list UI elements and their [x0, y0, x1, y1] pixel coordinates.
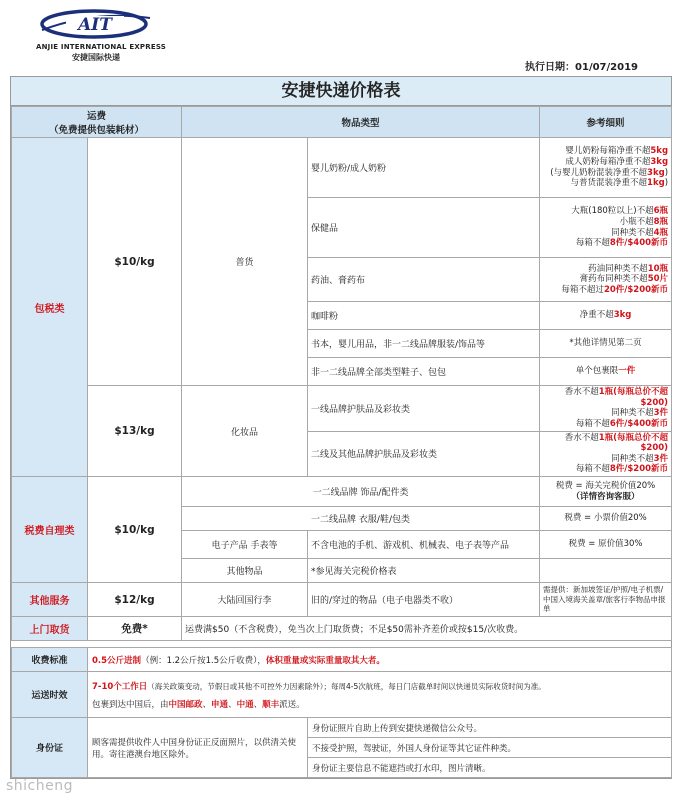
time-text: 7-10个工作日（海关政策变动，节假日或其他不可控外力因素除外）；每周4-5次航班，每日门店截单时间以快递员实际收货时间为准。 包裹到达中国后，由中国邮政、申通、中通、顺丰派送。 — [88, 672, 672, 718]
detail-line: 婴儿奶粉每箱净重不超5kg — [565, 146, 669, 157]
page-header — [0, 0, 680, 76]
category-pickup: 上门取货 — [12, 617, 88, 641]
price-table — [11, 106, 672, 641]
detail-cell: 需提供：新加坡签证/护照/电子机票/中国入境海关盖章/旅客行李物品申报单 — [540, 583, 672, 617]
table-row — [12, 718, 672, 738]
detail-line: 香水不超1瓶(每瓶总价不超$200) — [564, 432, 669, 454]
detail-line: 同种类不超4瓶 — [611, 227, 669, 238]
table-row — [12, 477, 672, 507]
company-name-cn: 安捷国际快递 — [72, 53, 120, 62]
detail-line: *其他详情见第二页 — [569, 338, 642, 349]
detail-header: 参考细则 — [540, 107, 672, 138]
charge-text: 0.5公斤进制（例：1.2公斤按1.5公斤收费），体积重量或实际重量取其大者。 — [88, 648, 672, 672]
id-rule: 身份证主要信息不能遮挡或打水印，图片清晰。 — [308, 758, 672, 778]
price-sheet — [10, 76, 672, 779]
detail-cell — [540, 358, 672, 386]
logo-mark-text: AIT — [78, 15, 112, 35]
page-title: 安捷快递价格表 — [11, 77, 671, 106]
terms-table — [11, 647, 672, 778]
item-cell: 不含电池的手机、游戏机、机械表、电子表等产品 — [308, 531, 540, 559]
price-tax-self: $10/kg — [88, 477, 182, 583]
detail-line: 成人奶粉每箱净重不超3kg — [565, 156, 669, 167]
subcategory-cell: 其他物品 — [182, 559, 308, 583]
detail-line: 小瓶不超8瓶 — [619, 216, 669, 227]
detail-cell — [540, 330, 672, 358]
detail-line: 膏药布同种类不超50片 — [579, 274, 669, 285]
category-general: 普货 — [182, 138, 308, 386]
detail-cell — [540, 559, 672, 583]
item-cell: 咖啡粉 — [308, 302, 540, 330]
detail-cell: 税费 = 小票价值20% — [540, 507, 672, 531]
id-requirement: 顾客需提供收件人中国身份证正反面照片，以供清关使用。寄往港澳台地区除外。 — [88, 718, 308, 778]
table-header-row — [12, 107, 672, 138]
charge-label: 收费标准 — [12, 648, 88, 672]
watermark: shicheng — [6, 778, 73, 794]
detail-line: (与婴儿奶粉混装净重不超3kg) — [550, 167, 669, 178]
table-row — [12, 138, 672, 198]
subcategory-cell: 电子产品 手表等 — [182, 531, 308, 559]
detail-line: 每箱不超8件/$200新币 — [575, 464, 669, 475]
detail-line: 每箱不超8件/$400新币 — [575, 238, 669, 249]
detail-cell: 税费 = 海关完税价值20% （详情咨询客服） — [540, 477, 672, 507]
item-cell: 婴儿奶粉/成人奶粉 — [308, 138, 540, 198]
detail-cell — [540, 302, 672, 330]
pickup-description: 运费满$50（不含税费），免当次上门取货费；不足$50需补齐差价或按$15/次收费。 — [182, 617, 672, 641]
execution-date: 执行日期：01/07/2019 — [525, 62, 638, 73]
company-name-en: ANJIE INTERNATIONAL EXPRESS — [36, 43, 166, 51]
fee-header: 运费 （免费提供包装耗材） — [12, 107, 182, 138]
category-cosmetics: 化妆品 — [182, 386, 308, 477]
id-label: 身份证 — [12, 718, 88, 778]
detail-cell — [540, 386, 672, 432]
item-cell: 二线及其他品牌护肤品及彩妆类 — [308, 431, 540, 477]
item-cell: 书本，婴儿用品，非一二线品牌服装/饰品等 — [308, 330, 540, 358]
price-other: $12/kg — [88, 583, 182, 617]
detail-line: 净重不超3kg — [579, 310, 632, 321]
category-other: 其他服务 — [12, 583, 88, 617]
detail-line: 香水不超1瓶(每瓶总价不超$200) — [564, 387, 669, 408]
table-row — [12, 386, 672, 432]
id-rule: 不接受护照，驾驶证，外国人身份证等其它证件种类。 — [308, 738, 672, 758]
company-logo — [36, 6, 166, 63]
table-row — [12, 672, 672, 718]
category-tax-included: 包税类 — [12, 138, 88, 477]
detail-line: 同种类不超3件 — [611, 453, 669, 464]
type-header: 物品类型 — [182, 107, 540, 138]
item-cell: 非一二线品牌全部类型鞋子、包包 — [308, 358, 540, 386]
detail-line: 药油同种类不超10瓶 — [588, 263, 669, 274]
category-tax-self: 税费自理类 — [12, 477, 88, 583]
id-rule: 身份证照片自助上传到安捷快递微信公众号。 — [308, 718, 672, 738]
detail-line: 同种类不超3件 — [611, 408, 669, 419]
detail-line: 每箱不超过20件/$200新币 — [561, 284, 669, 295]
price-general: $10/kg — [88, 138, 182, 386]
time-label: 运送时效 — [12, 672, 88, 718]
detail-cell: 税费 = 原价值30% — [540, 531, 672, 559]
ait-logo-icon — [36, 6, 156, 42]
detail-cell — [540, 258, 672, 302]
detail-line: 大瓶(180粒以上)不超6瓶 — [571, 206, 669, 217]
item-cell: 一二线品牌 衣服/鞋/包类 — [182, 507, 540, 531]
detail-cell — [540, 138, 672, 198]
detail-cell — [540, 198, 672, 258]
table-row — [12, 583, 672, 617]
item-cell: *参见海关完税价格表 — [308, 559, 540, 583]
detail-cell — [540, 431, 672, 477]
detail-line: 单个包裹限一件 — [575, 366, 636, 377]
table-row — [12, 648, 672, 672]
detail-line: 每箱不超6件/$400新币 — [575, 418, 669, 429]
item-cell: 药油、膏药布 — [308, 258, 540, 302]
item-cell: 一二线品牌 饰品/配件类 — [182, 477, 540, 507]
price-cosmetics: $13/kg — [88, 386, 182, 477]
category-luggage: 大陆回国行李 — [182, 583, 308, 617]
item-cell: 一线品牌护肤品及彩妆类 — [308, 386, 540, 432]
table-row — [12, 617, 672, 641]
item-cell: 保健品 — [308, 198, 540, 258]
price-pickup: 免费* — [88, 617, 182, 641]
detail-line: 与普货混装净重不超1kg) — [570, 178, 669, 189]
item-cell: 旧的/穿过的物品（电子电器类不收） — [308, 583, 540, 617]
